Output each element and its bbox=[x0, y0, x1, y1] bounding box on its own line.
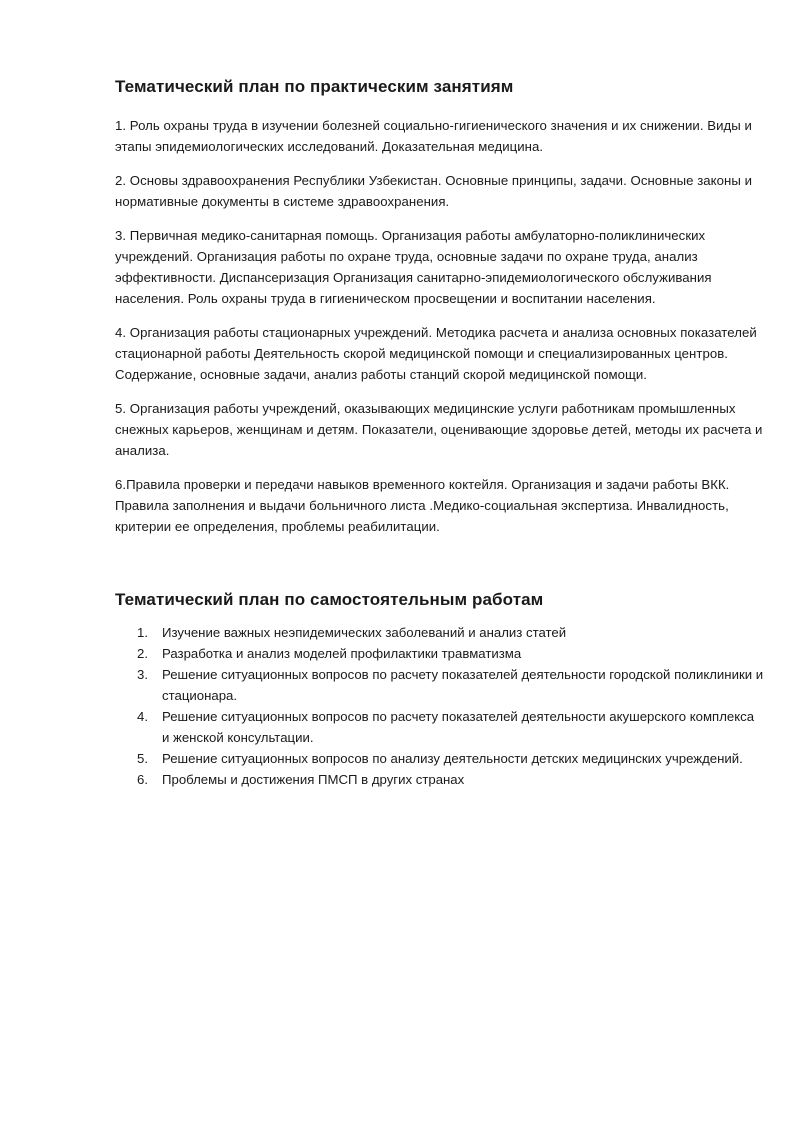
list-item-number: 3. bbox=[137, 667, 148, 682]
list-item-text: Решение ситуационных вопросов по анализу деятельности детских медицинских учреждений. bbox=[162, 751, 743, 766]
list-item-text: Решение ситуационных вопросов по расчету показателей деятельности акушерского комплекса и женской консультации. bbox=[162, 709, 755, 745]
independent-task-list bbox=[115, 622, 765, 790]
practical-plan-title: Тематический план по практическим занятиям bbox=[115, 77, 514, 96]
list-item bbox=[115, 748, 765, 769]
practical-paragraph-1: 1. Роль охраны труда в изучении болезней социально-гигиенического значения и их снижении. Виды и этапы эпидемиологических исследований. Доказательная медицина. bbox=[115, 118, 752, 154]
list-item-number: 5. bbox=[137, 751, 148, 766]
list-item bbox=[115, 664, 765, 706]
list-item bbox=[115, 769, 765, 790]
document-page bbox=[115, 77, 765, 790]
list-item-text: Проблемы и достижения ПМСП в других странах bbox=[162, 772, 465, 787]
practical-paragraph-4: 4. Организация работы стационарных учреждений. Методика расчета и анализа основных показателей стационарной работы Деятельность скорой медицинской помощи и специализированных центров. Содержание, основные задачи, анализ работы станций скорой медицинской помощи. bbox=[115, 325, 757, 382]
independent-plan-title: Тематический план по самостоятельным работам bbox=[115, 590, 544, 609]
practical-paragraph-5: 5. Организация работы учреждений, оказывающих медицинские услуги работникам промышленных снежных карьеров, женщинам и детям. Показатели, оценивающие здоровье детей, методы их расчета и анализа. bbox=[115, 401, 763, 458]
list-item-text: Разработка и анализ моделей профилактики травматизма bbox=[162, 646, 522, 661]
list-item bbox=[115, 706, 765, 748]
list-item bbox=[115, 643, 765, 664]
list-item-number: 6. bbox=[137, 772, 148, 787]
practical-paragraph-2: 2. Основы здравоохранения Республики Узбекистан. Основные принципы, задачи. Основные законы и нормативные документы в системе здравоохранения. bbox=[115, 173, 753, 209]
list-item-number: 4. bbox=[137, 709, 148, 724]
list-item-number: 2. bbox=[137, 646, 148, 661]
list-item-text: Решение ситуационных вопросов по расчету показателей деятельности городской поликлиники и стационара. bbox=[162, 667, 764, 703]
section-spacer bbox=[115, 550, 765, 590]
practical-paragraph-6: 6.Правила проверки и передачи навыков временного коктейля. Организация и задачи работы ВКК. Правила заполнения и выдачи больничного листа .Медико-социальная экспертиза. Инвалидность, критерии ее определения, проблемы реабилитации. bbox=[115, 477, 730, 534]
list-item bbox=[115, 622, 765, 643]
list-item-text: Изучение важных неэпидемических заболеваний и анализ статей bbox=[162, 625, 567, 640]
practical-paragraph-3: 3. Первичная медико-санитарная помощь. Организация работы амбулаторно-поликлинических учреждений. Организация работы по охране труда, основные задачи по охране труда, анализ эффективности. Диспансеризация Организация санитарно-эпидемиологического обслуживания населения. Роль охраны труда в гигиеническом просвещении и воспитании населения. bbox=[115, 228, 712, 306]
list-item-number: 1. bbox=[137, 625, 148, 640]
